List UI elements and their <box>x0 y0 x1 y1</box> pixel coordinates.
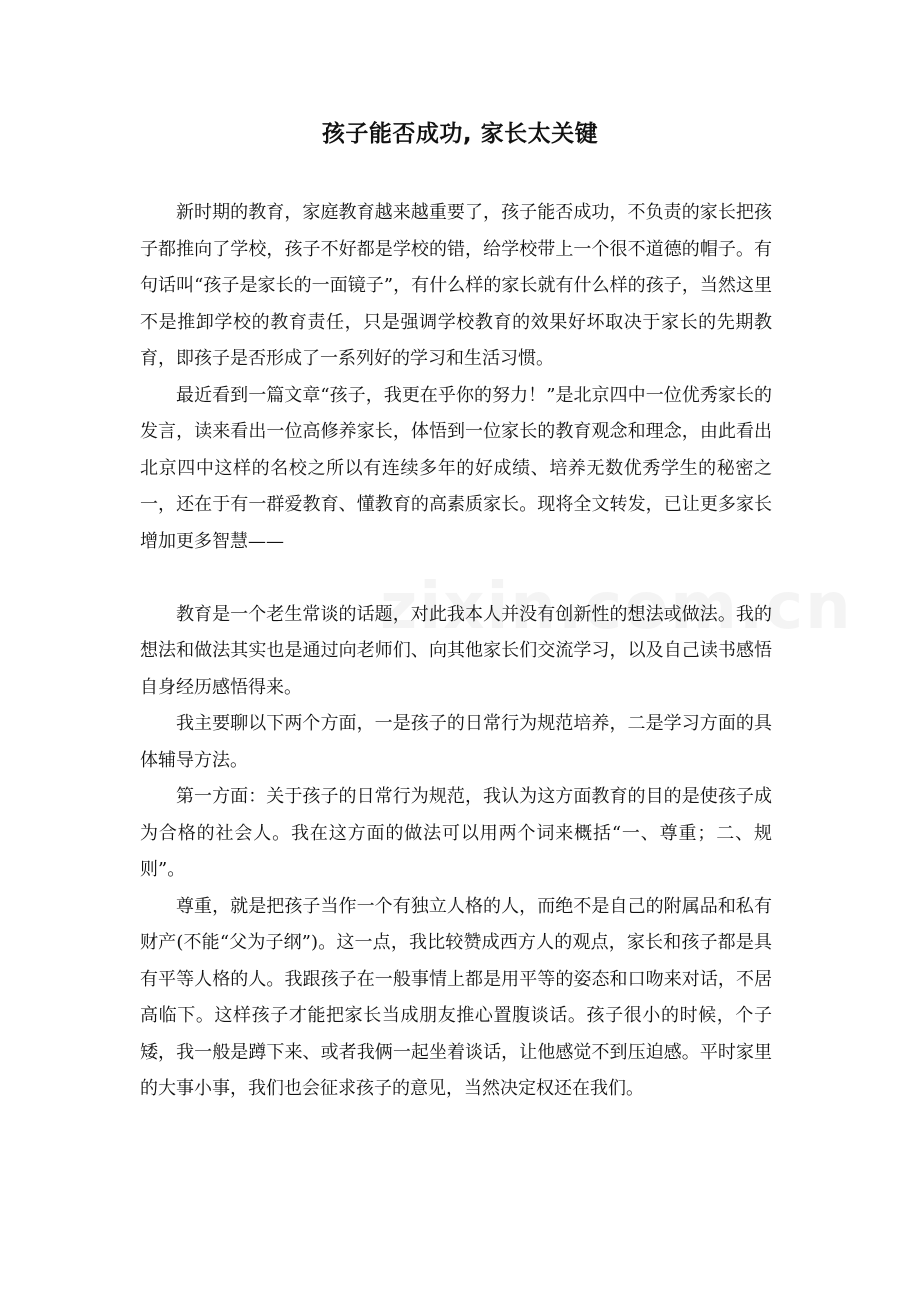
paragraph-education: 教育是一个老生常谈的话题，对此我本人并没有创新性的想法或做法。我的想法和做法其实也是通过向老师们、向其他家长们交流学习，以及自己读书感悟自身经历感悟得来。 <box>140 603 772 698</box>
paragraph-two-aspects: 我主要聊以下两个方面，一是孩子的日常行为规范培养，二是学习方面的具体辅导方法。 <box>140 713 772 771</box>
document-body <box>140 195 772 1108</box>
paragraph-gap <box>140 560 772 597</box>
paragraph-intro-1: 新时期的教育，家庭教育越来越重要了，孩子能否成功，不负责的家长把孩子都推向了学校，孩子不好都是学校的错，给学校带上一个很不道德的帽子。有句话叫“孩子是家长的一面镜子”，有什么样的家长就有什么样的孩子，当然这里不是推卸学校的教育责任，只是强调学校教育的效果好坏取决于家长的先期教育，即孩子是否形成了一系列好的学习和生活习惯。 <box>140 202 772 369</box>
paragraph-respect: 尊重，就是把孩子当作一个有独立人格的人，而绝不是自己的附属品和私有财产(不能“父为子纲”)。这一点，我比较赞成西方人的观点，家长和孩子都是具有平等人格的人。我跟孩子在一般事情上都是用平等的姿态和口吻来对话，不居高临下。这样孩子才能把家长当成朋友推心置腹谈话。孩子很小的时候，个子矮，我一般是蹲下来、或者我俩一起坐着谈话，让他感觉不到压迫感。平时家里的大事小事，我们也会征求孩子的意见，当然决定权还在我们。 <box>140 895 772 1099</box>
document-title: 孩子能否成功, 家长太关键 <box>321 121 599 147</box>
paragraph-first-aspect: 第一方面：关于孩子的日常行为规范，我认为这方面教育的目的是使孩子成为合格的社会人。我在这方面的做法可以用两个词来概括“一、尊重；二、规则”。 <box>140 786 772 880</box>
paragraph-intro-2: 最近看到一篇文章“孩子，我更在乎你的努力！”是北京四中一位优秀家长的发言，读来看出一位高修养家长，体悟到一位家长的教育观念和理念，由此看出北京四中这样的名校之所以有连续多年的好成绩、培养无数优秀学生的秘密之一，还在于有一群爱教育、懂教育的高素质家长。现将全文转发，已让更多家长增加更多智慧—— <box>140 384 772 552</box>
